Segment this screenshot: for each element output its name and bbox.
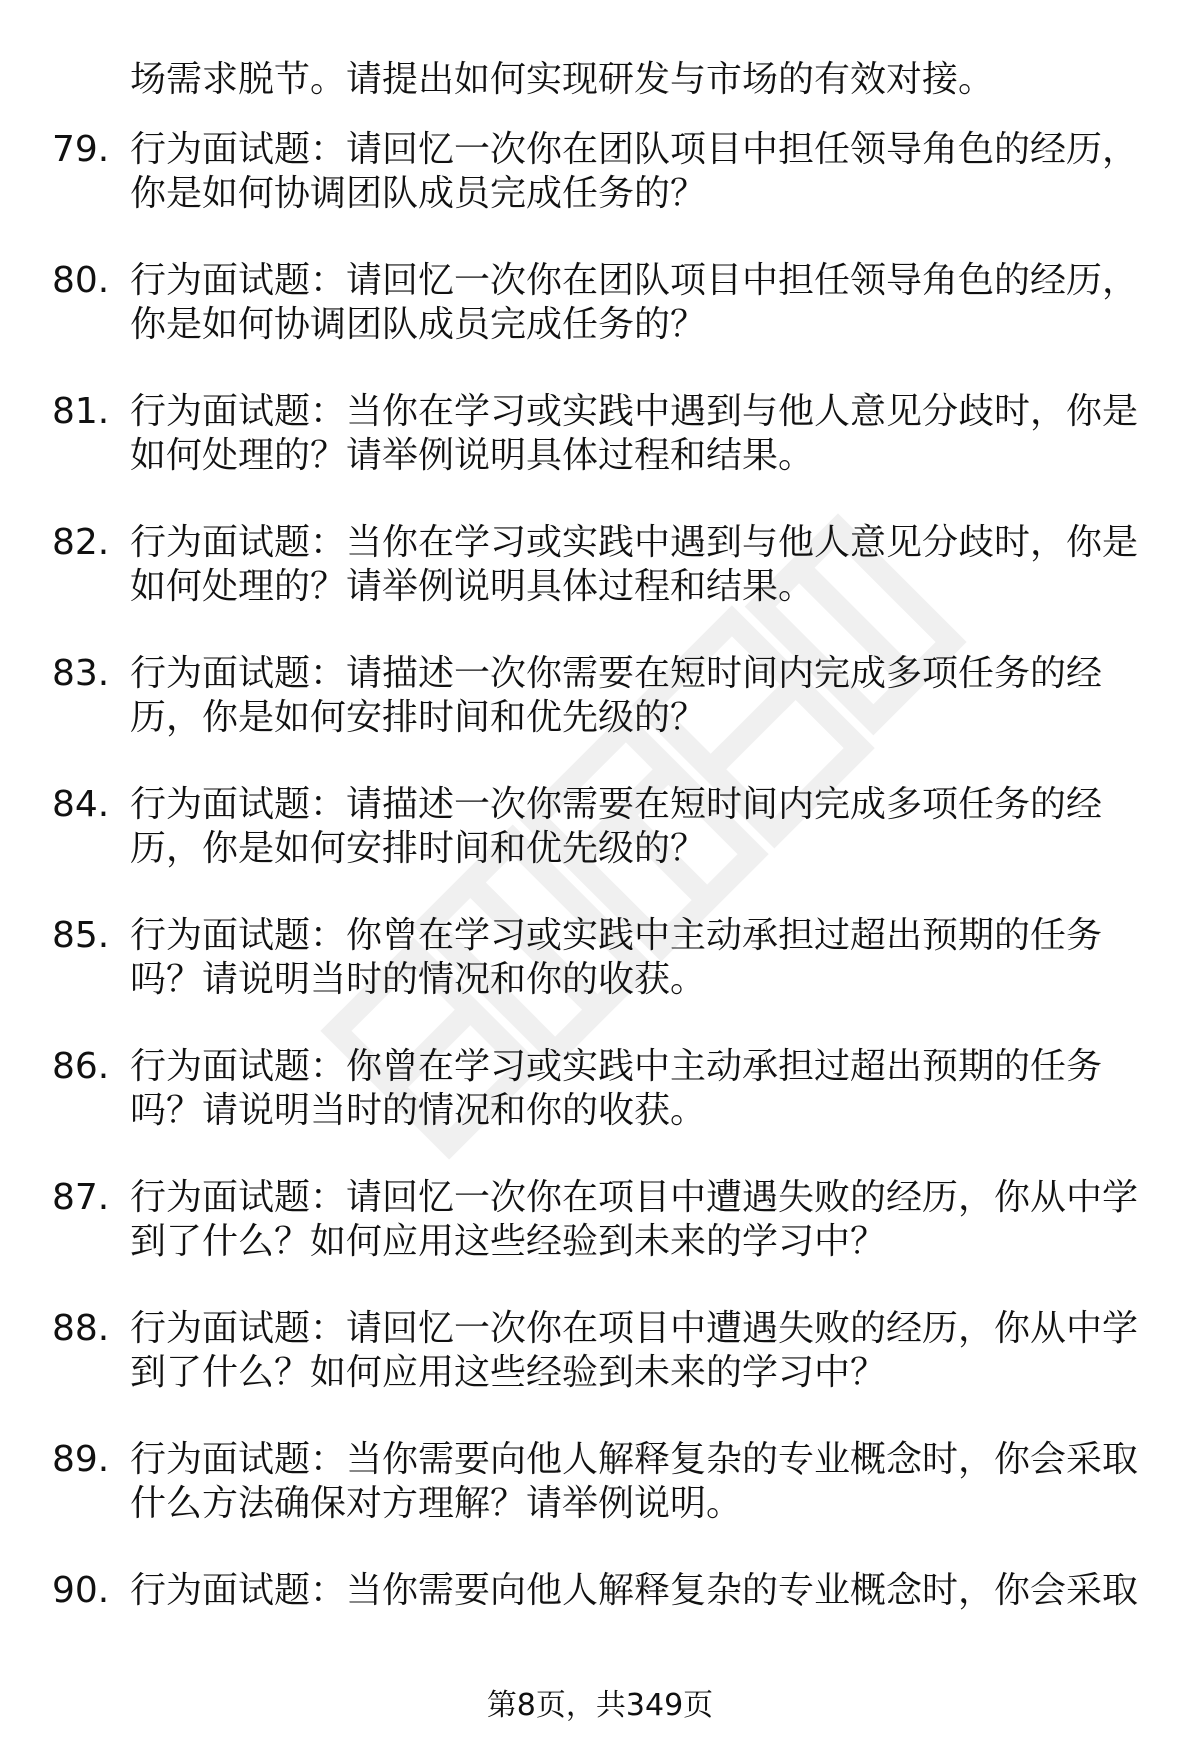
- item-line-1: 行为面试题：当你在学习或实践中遇到与他人意见分歧时，你是: [130, 522, 1139, 563]
- item-line-2: 什么方法确保对方理解？请举例说明。: [130, 1483, 743, 1524]
- item-line-1: 行为面试题：请回忆一次你在项目中遭遇失败的经历，你从中学: [130, 1308, 1139, 1349]
- item-number: 84.: [52, 784, 110, 825]
- item-line-1: 行为面试题：当你在学习或实践中遇到与他人意见分歧时，你是: [130, 391, 1139, 432]
- item-line-2: 你是如何协调团队成员完成任务的？: [130, 173, 707, 214]
- list-item: [0, 521, 1200, 652]
- list-item: [0, 259, 1200, 390]
- item-number: 85.: [52, 915, 110, 956]
- item-number: 88.: [52, 1308, 110, 1349]
- item-line-1: 行为面试题：你曾在学习或实践中主动承担过超出预期的任务: [130, 915, 1103, 956]
- item-number: 81.: [52, 391, 110, 432]
- list-item: [0, 128, 1200, 259]
- continuation-text: [0, 58, 1200, 128]
- item-line-2: 历，你是如何安排时间和优先级的？: [130, 828, 707, 869]
- item-number: 79.: [52, 129, 110, 170]
- page-footer: 第8页，共349页: [486, 1688, 714, 1723]
- item-number: 82.: [52, 522, 110, 563]
- item-number: 89.: [52, 1439, 110, 1480]
- list-item: [0, 1176, 1200, 1307]
- item-line-1: 行为面试题：请回忆一次你在团队项目中担任领导角色的经历，: [130, 129, 1139, 170]
- item-number: 87.: [52, 1177, 110, 1218]
- item-number: 80.: [52, 260, 110, 301]
- item-line-1: 行为面试题：当你需要向他人解释复杂的专业概念时，你会采取: [130, 1570, 1139, 1611]
- list-item: [0, 652, 1200, 783]
- list-item: [0, 914, 1200, 1045]
- item-line-2: 如何处理的？请举例说明具体过程和结果。: [130, 435, 815, 476]
- item-line-1: 行为面试题：请回忆一次你在项目中遭遇失败的经历，你从中学: [130, 1177, 1139, 1218]
- item-number: 83.: [52, 653, 110, 694]
- item-line-2: 吗？请说明当时的情况和你的收获。: [130, 959, 707, 1000]
- item-line-2: 吗？请说明当时的情况和你的收获。: [130, 1090, 707, 1131]
- list-item: [0, 1569, 1200, 1700]
- item-number: 90.: [52, 1570, 110, 1611]
- item-line-1: 行为面试题：请回忆一次你在团队项目中担任领导角色的经历，: [130, 260, 1139, 301]
- item-line-2: 如何处理的？请举例说明具体过程和结果。: [130, 566, 815, 607]
- list-item: [0, 783, 1200, 914]
- list-item: [0, 1045, 1200, 1176]
- item-number: 86.: [52, 1046, 110, 1087]
- item-line-1: 行为面试题：当你需要向他人解释复杂的专业概念时，你会采取: [130, 1439, 1139, 1480]
- item-line-1: 行为面试题：请描述一次你需要在短时间内完成多项任务的经: [130, 653, 1103, 694]
- item-line-1: 行为面试题：你曾在学习或实践中主动承担过超出预期的任务: [130, 1046, 1103, 1087]
- continuation-line: 场需求脱节。请提出如何实现研发与市场的有效对接。: [130, 59, 995, 100]
- list-item: [0, 1438, 1200, 1569]
- question-list: [0, 58, 1200, 1700]
- item-line-2: 到了什么？如何应用这些经验到未来的学习中？: [130, 1221, 887, 1262]
- item-line-1: 行为面试题：请描述一次你需要在短时间内完成多项任务的经: [130, 784, 1103, 825]
- list-item: [0, 390, 1200, 521]
- item-line-2: 历，你是如何安排时间和优先级的？: [130, 697, 707, 738]
- list-item: [0, 1307, 1200, 1438]
- item-line-2: 你是如何协调团队成员完成任务的？: [130, 304, 707, 345]
- item-line-2: 到了什么？如何应用这些经验到未来的学习中？: [130, 1352, 887, 1393]
